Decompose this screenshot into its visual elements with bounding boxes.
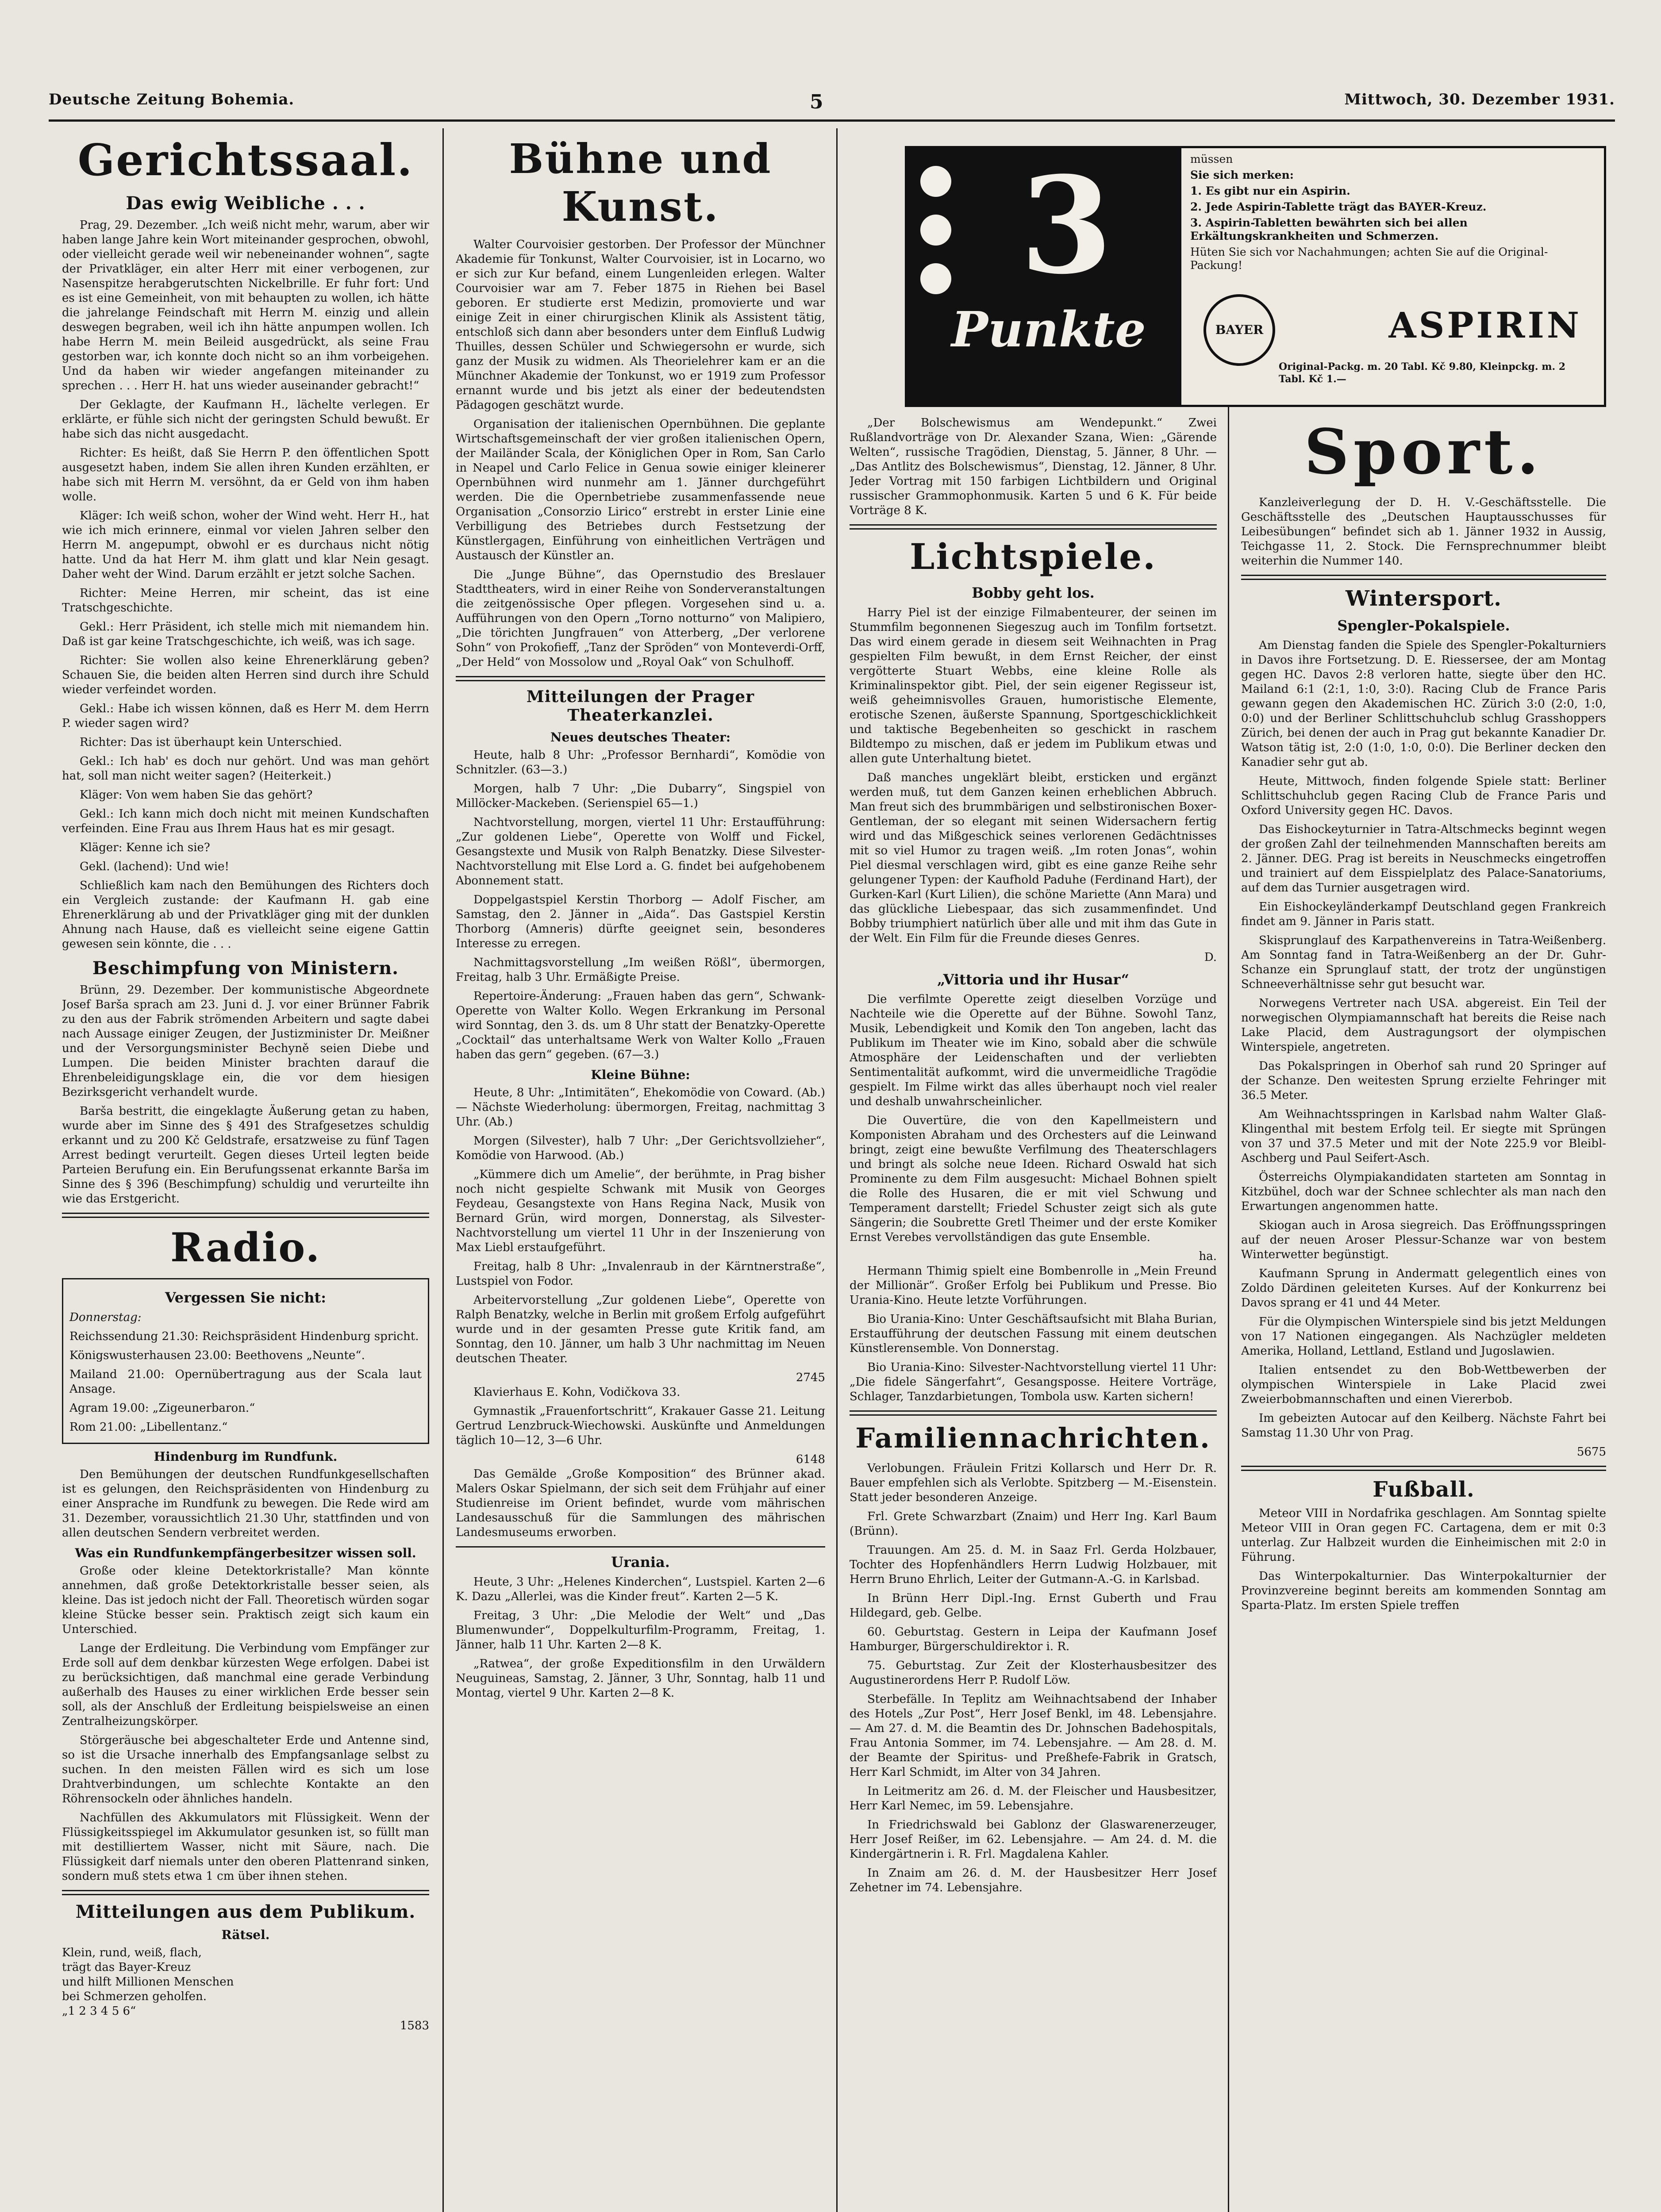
section-divider [62, 1890, 429, 1895]
radio-box [62, 1278, 429, 1444]
section-divider [456, 1546, 825, 1548]
paragraph: Heute, Mittwoch, finden folgende Spiele statt: Berliner Schlittschuhclub gegen Racing Club de France Paris und Oxford University gegen HC. Davos. [1241, 775, 1606, 817]
section-divider [62, 1213, 429, 1218]
paragraph: Die „Junge Bühne“, das Opernstudio des Breslauer Stadttheaters, wird in einer Reihe von Sonderveranstaltungen die zeitgenössische Oper pflegen. Vorgesehen sind u. a. Aufführungen von den Opern „Torno notturno“ von Malipiero, „Die törichten Jungfrauen“ von Atterberg, „Der verlorene Sohn“ von Prokofieff, „Tanz der Spröden“ von Monteverdi-Orff, „Der Held“ von Mossolow und „Royal Oak“ von Schulhoff. [456, 568, 825, 669]
radio-item: Rom 21.00: „Libellentanz.“ [69, 1421, 228, 1434]
paragraph: Gekl.: Herr Präsident, ich stelle mich mit niemandem hin. Daß ist gar keine Tratschgeschichte, ich weiß, was ich sage. [62, 620, 429, 648]
radio-item: Königswusterhausen 23.00: Beethovens „Neunte“. [69, 1349, 365, 1362]
paragraph: Doppelgastspiel Kerstin Thorborg — Adolf Fischer, am Samstag, den 2. Jänner in „Aida“. Das Gastspiel Kerstin Thorborg (Amneris) dürfte geeignet sein, besonderes Interesse zu erregen. [456, 893, 825, 950]
paragraph: Barša bestritt, die eingeklagte Äußerung getan zu haben, wurde aber im Sinne des § 491 des Strafgesetzes schuldig erkannt und zu 200 Kč Geldstrafe, ersatzweise zu fünf Tagen Arrest bedingt verurteilt. Gegen dieses Urteil legten beide Parteien Berufung ein. Ein Berufungssenat erkannte Barša im Sinne des § 396 (Beschimpfung) schuldig und verurteilte ihn wie das Erstgericht. [62, 1105, 429, 1206]
paragraph: Hermann Thimig spielt eine Bombenrolle in „Mein Freund der Millionär“. Großer Erfolg bei Publikum und Presse. Bio Urania-Kino. Heute letzte Vorführungen. [850, 1264, 1217, 1307]
theater-name: Neues deutsches Theater: [550, 730, 731, 745]
paragraph: Meteor VIII in Nordafrika geschlagen. Am Sonntag spielte Meteor VIII in Oran gegen FC. Cartagena, dem er mit 0:3 unterlag. Zur Halbzeit wurden die Einheimischen mit 2:0 in Führung. [1241, 1507, 1606, 1564]
header-rule [49, 119, 1615, 122]
paragraph: Heute, halb 8 Uhr: „Professor Bernhardi“, Komödie von Schnitzler. (63—3.) [456, 749, 825, 776]
paragraph: Störgeräusche bei abgeschalteter Erde und Antenne sind, so ist die Ursache innerhalb des Empfangsanlage selbst zu suchen. In den meisten Fällen wird es sich um lose Drahtverbindungen, um schlechte Kontakte an den Röhrensockeln oder ähnliches handeln. [62, 1734, 429, 1805]
section-title-theaterkanzlei: Mitteilungen der Prager Theaterkanzlei. [526, 687, 755, 725]
page-number: 5 [810, 91, 824, 113]
paragraph: Harry Piel ist der einzige Filmabenteurer, der seinen im Stummfilm begonnenen Siegeszug auch im Tonfilm fortsetzt. Das wird einem gerade in diesem seit Weihnachten in Prag gespielten Film bewußt, in dem Ernst Reicher, der einst vergötterte Stuart Webbs, eine kleine Rolle als Kriminalinspektor gibt. Piel, der sein eigener Regisseur ist, weiß geheimnisvolles Grauen, humoristische Elemente, erotische Szenen, äußerste Spannung, Sportgeschicklichkeit und taktische Begebenheiten so geschickt in raschem Bildtempo zu mischen, daß er jedem im Publikum etwas und allen gute Unterhaltung bietet. [850, 606, 1217, 765]
column-buehne [456, 131, 825, 2212]
paragraph: Der Geklagte, der Kaufmann H., lächelte verlegen. Er erklärte, er fühle sich nicht der geringsten Schuld bewußt. Er habe sich das nicht ausgedacht. [62, 398, 429, 441]
section-title-sport: Sport. [1304, 416, 1543, 488]
paragraph: Nachtvorstellung, morgen, viertel 11 Uhr: Erstaufführung: „Zur goldenen Liebe“, Operette von Wolff und Fickel, Gesangstexte und Musik von Ralph Benatzky. Diese Silvester-Nachtvorstellung mit Else Lord a. G. findet bei aufgehobenem Abonnement statt. [456, 816, 825, 887]
column-lichtspiele [850, 416, 1217, 2212]
story-title: Das ewig Weibliche . . . [126, 193, 365, 214]
story-title: Was ein Rundfunkempfängerbesitzer wissen soll. [75, 1546, 416, 1560]
paragraph: Nachfüllen des Akkumulators mit Flüssigkeit. Wenn der Flüssigkeitsspiegel im Akkumulator gesunken ist, so füllt man mit destilliertem Wasser, nicht mit Säure, nach. Die Flüssigkeit darf niemals unter den oberen Plattenrand sinken, sondern muß stets etwa 1 cm über ihnen stehen. [62, 1811, 429, 1883]
section-title-gerichtssaal: Gerichtssaal. [77, 135, 414, 186]
paragraph: Kaufmann Sprung in Andermatt gelegentlich eines von Zoldo Därdinen geleiteten Kurses. Auf der Konkurrenz bei Davos sprang er 41 und 44 Meter. [1241, 1267, 1606, 1310]
paragraph: „Kümmere dich um Amelie“, der berühmte, in Prag bisher noch nicht gespielte Schwank mit Musik von Georges Feydeau, Gesangstexte von Hans Regina Nack, Musik von Bernard Grün, wird morgen, Donnerstag, als Silvester-Nachtvorstellung um viertel 11 Uhr in der Inszenierung von Max Liebl erstaufgeführt. [456, 1168, 825, 1254]
ad-point: 3. Aspirin-Tabletten bewährten sich bei allen Erkältungskrankheiten und Schmerzen. [1190, 216, 1468, 242]
author-sign: ha. [1199, 1250, 1217, 1263]
paragraph: Gekl. (lachend): Und wie! [80, 860, 229, 873]
paragraph: Richter: Sie wollen also keine Ehrenerklärung geben? Schauen Sie, die beiden alten Herren sind durch ihre Schuld wieder verfeindet worden. [62, 654, 429, 696]
paragraph: Morgen (Silvester), halb 7 Uhr: „Der Gerichtsvollzieher“, Komödie von Harwood. (Ab.) [456, 1134, 825, 1162]
paragraph: Brünn, 29. Dezember. Der kommunistische Abgeordnete Josef Barša sprach am 23. Juni d. J. vor einer Brünner Fabrik zu den aus der Fabrik strömenden Arbeitern und sagte dabei nach Aussage einiger Zeugen, der Justizminister Dr. Meißner und der Versorgungsminister Bechyně seien Diebe und Lumpen. Die beiden Minister brachten darauf die Ehrenbeleidigungsklage ein, die vor dem hiesigen Bezirksgericht verhandelt wurde. [62, 983, 429, 1099]
ad-number: 6148 [796, 1453, 825, 1466]
section-title-publikum: Mitteilungen aus dem Publikum. [75, 1901, 416, 1922]
paragraph: Das Eishockeyturnier in Tatra-Altschmecks beginnt wegen der großen Zahl der teilnehmenden Mannschaften bereits am 2. Jänner. DEG. Prag ist bereits in Neuschmecks eingetroffen und trainiert auf dem Eisspielplatz des Palace-Sanatoriums, auf dem das Turnier ausgetragen wird. [1241, 823, 1606, 895]
radio-item: Agram 19.00: „Zigeunerbaron.“ [69, 1402, 255, 1415]
paragraph: Nachmittagsvorstellung „Im weißen Rößl“, übermorgen, Freitag, halb 3 Uhr. Ermäßigte Preise. [456, 956, 825, 984]
paragraph: Das Gemälde „Große Komposition“ des Brünner akad. Malers Oskar Spielmann, der sich seit dem Frühjahr auf einer Studienreise im Orient befindet, wurde vom mährischen Landesausschuß für die Sammlungen des mährischen Landesmuseums erworben. [456, 1467, 825, 1539]
paragraph: Die Ouvertüre, die von den Kapellmeistern und Komponisten Abraham und des Orchesters auf die Leinwand bringt, zeigt eine bewußte Verfilmung des Theaterschlagers und bringt als solche neue Ideen. Richard Oswald hat sich Prominente zu dem Film ausgesucht: Michael Bohnen spielt die Rolle des Husaren, die er mit viel Schwung und Temperament darstellt; Friedel Schuster zeigt sich als gute Sängerin; die Soubrette Gretl Theimer und der erste Komiker Ernst Verebes vervollständigen das gute Ensemble. [850, 1114, 1217, 1244]
dot-icon [920, 215, 951, 246]
section-title-lichtspiele: Lichtspiele. [910, 536, 1157, 577]
paragraph: Heute, 3 Uhr: „Helenes Kinderchen“, Lustspiel. Karten 2—6 K. Dazu „Allerlei, was die Kinder freut“. Karten 2—5 K. [456, 1575, 825, 1603]
paragraph: Norwegens Vertreter nach USA. abgereist. Ein Teil der norwegischen Olympiamannschaft hat bereits die Reise nach Lake Placid, dem Austragungsort der olympischen Winterspiele, angetreten. [1241, 997, 1606, 1054]
paragraph: Gymnastik „Frauenfortschritt“, Krakauer Gasse 21. Leitung Gertrud Lenzbruck-Wiechowski. Auskünfte und Anmeldungen täglich 10—12, 3—6 Uhr. [456, 1405, 825, 1447]
paragraph: In Friedrichswald bei Gablonz der Glaswarenerzeuger, Herr Josef Reißer, im 62. Lebensjahre. — Am 24. d. M. die Kindergärtnerin i. R. Frl. Magdalena Kahler. [850, 1818, 1217, 1861]
paragraph: Skisprunglauf des Karpathenvereins in Tatra-Weißenberg. Am Sonntag fand in Tatra-Weißenberg an der Dr. Guhr-Schanze ein Sprunglauf statt, der trotz der ungünstigen Schneeverhältnisse sehr gut besucht war. [1241, 934, 1606, 991]
ad-number-3: 3 [1020, 147, 1113, 303]
paragraph: Skiogan auch in Arosa siegreich. Das Eröffnungsspringen auf der neuen Aroser Plessur-Schanze war von bestem Winterwetter begünstigt. [1241, 1219, 1606, 1261]
paragraph: Gekl.: Ich hab' es doch nur gehört. Und was man gehört hat, soll man nicht weiter sagen? (Heiterkeit.) [62, 755, 429, 783]
puzzle-line: bei Schmerzen geholfen. [62, 1990, 207, 2003]
bayer-cross-logo: BAYER [1203, 294, 1275, 366]
paragraph: Kanzleiverlegung der D. H. V.-Geschäftsstelle. Die Geschäftsstelle des „Deutschen Hauptausschusses für Leibesübungen“ befindet sich ab 1. Jänner 1932 in Aussig, Teichgasse 11, 2. Stock. Die Fernsprechnummer bleibt weiterhin die Nummer 140. [1241, 496, 1606, 568]
dot-icon [920, 166, 951, 197]
paragraph: Klavierhaus E. Kohn, Vodičkova 33. [473, 1386, 681, 1399]
story-title: Spengler-Pokalspiele. [1337, 617, 1510, 634]
section-title-wintersport: Wintersport. [1346, 586, 1502, 611]
section-divider [1241, 575, 1606, 580]
section-divider [850, 1410, 1217, 1416]
ad-number: 2745 [796, 1371, 825, 1384]
paragraph: 75. Geburtstag. Zur Zeit der Klosterhausbesitzer des Augustinerordens Herr P. Rudolf Löw. [850, 1659, 1217, 1687]
puzzle-line: Klein, rund, weiß, flach, [62, 1946, 202, 1959]
paragraph: Frl. Grete Schwarzbart (Znaim) und Herr Ing. Karl Baum (Brünn). [850, 1510, 1217, 1538]
ad-number: 1583 [400, 2019, 429, 2032]
ad-point: 1. Es gibt nur ein Aspirin. [1190, 184, 1350, 197]
ad-lead: müssen [1190, 153, 1233, 165]
section-title-radio: Radio. [170, 1224, 321, 1271]
paragraph: Am Weihnachtsspringen in Karlsbad nahm Walter Glaß-Klingenthal mit bestem Erfolg teil. Er siegte mit Sprüngen von 37 und 37.5 Meter und mit der Note 225.9 vor Bleibl-Aschberg und Paul Seifert-Asch. [1241, 1108, 1606, 1165]
paragraph: Das Winterpokalturnier. Das Winterpokalturnier der Provinzvereine beginnt bereits am kommenden Sonntag am Sparta-Platz. Im ersten Spiele treffen [1241, 1570, 1606, 1612]
paragraph: Ein Eishockeyländerkampf Deutschland gegen Frankreich findet am 9. Jänner in Paris statt. [1241, 900, 1606, 928]
radio-box-title: Vergessen Sie nicht: [165, 1289, 327, 1306]
paragraph: Schließlich kam nach den Bemühungen des Richters doch ein Vergleich zustande: der Kaufmann H. gab eine Ehrenerklärung ab und der Privatkläger ging mit der dunklen Ahnung nach Hause, daß es vielleicht seine eigene Gattin gewesen sein könnte, die . . . [62, 879, 429, 951]
paragraph: Prag, 29. Dezember. „Ich weiß nicht mehr, warum, aber wir haben lange Jahre kein Wort miteinander gesprochen, obwohl, oder vielleicht gerade weil wir nebeneinander wohnen“, sagte der Privatkläger, ein alter Herr mit einer verbogenen, zur Nasenspitze herabgerutschten Nickelbrille. Er fuhr fort: Und es ist eine Gemeinheit, von mit behaupten zu wollen, ich hätte die jahrelange Feindschaft mit Herrn M. einzig und allein deswegen begraben, weil ich ihn hätte anpumpen wollen. Ich habe Herrn M. mein Beileid ausgedrückt, als seine Frau gestorben war, ich konnte doch nicht so an ihm vorbeigehen. Und da haben wir wieder angefangen miteinander zu sprechen . . . Herr H. hat uns wieder auseinander gebracht!“ [62, 219, 429, 392]
paragraph: Verlobungen. Fräulein Fritzi Kollarsch und Herr Dr. R. Bauer empfehlen sich als Verlobte. Spitzberg — M.-Eisenstein. Statt jeder besonderen Anzeige. [850, 1462, 1217, 1504]
story-title: Beschimpfung von Ministern. [92, 958, 399, 979]
section-divider [850, 524, 1217, 530]
section-title-urania: Urania. [611, 1554, 670, 1571]
ad-word-punkte: Punkte [951, 301, 1146, 358]
paragraph: Kläger: Von wem haben Sie das gehört? [80, 788, 313, 802]
paragraph: In Brünn Herr Dipl.-Ing. Ernst Guberth und Frau Hildegard, geb. Gelbe. [850, 1592, 1217, 1620]
paragraph: Im gebeizten Autocar auf den Keilberg. Nächste Fahrt bei Samstag 11.30 Uhr von Prag. [1241, 1412, 1606, 1440]
section-title-fussball: Fußball. [1373, 1477, 1475, 1502]
column-divider [442, 128, 444, 2212]
paragraph: Organisation der italienischen Opernbühnen. Die geplante Wirtschaftsgemeinschaft der vier großen italienischen Opern, der Mailänder Scala, der Königlichen Oper in Rom, San Carlo in Neapel und Carlo Felice in Genua sowie einiger kleinerer Opernbühnen wird nunmehr am 1. Jänner durchgeführt werden. Die die Opernbetriebe zusammenfassende neue Organisation „Consorzio Lirico“ erstrebt in erster Linie eine Verbilligung des Betriebes durch Festsetzung der Künstlergagen, Einführung von einheitlichen Verträgen und Austausch der Künstler an. [456, 418, 825, 562]
paragraph: Heute, 8 Uhr: „Intimitäten“, Ehekomödie von Coward. (Ab.) — Nächste Wiederholung: übermorgen, Freitag, nachmittag 3 Uhr. (Ab.) [456, 1086, 825, 1129]
radio-item: Reichssendung 21.30: Reichspräsident Hindenburg spricht. [69, 1330, 419, 1343]
ad-brand: ASPIRIN [1388, 304, 1582, 346]
paragraph: 60. Geburtstag. Gestern in Leipa der Kaufmann Josef Hamburger, Bürgerschuldirektor i. R. [850, 1625, 1217, 1653]
issue-date: Mittwoch, 30. Dezember 1931. [1344, 91, 1615, 108]
paragraph: Richter: Das ist überhaupt kein Unterschied. [80, 736, 342, 749]
radio-item: Mailand 21.00: Opernübertragung aus der Scala laut Ansage. [69, 1368, 422, 1396]
paragraph: Walter Courvoisier gestorben. Der Professor der Münchner Akademie für Tonkunst, Walter Courvoisier, ist in Locarno, wo er sich zur Kur befand, einem Lungenleiden erlegen. Walter Courvoisier war am 7. Feber 1875 in Riehen bei Basel geboren. Er studierte erst Medizin, promovierte und war einige Zeit in einer chirurgischen Klinik als Assistent tätig, entschloß sich dann aber besonders unter dem Einfluß Ludwig Thuilles, dessen Schüler und Schwiegersohn er wurde, sich ganz der Musik zu widmen. Als Theorielehrer kam er an die Münchner Akademie der Tonkunst, wo er 1919 zum Professor ernannt wurde und bis jetzt als einer der bedeutendsten Pädagogen geschätzt wurde. [456, 238, 825, 412]
paragraph: Richter: Meine Herren, mir scheint, das ist eine Tratschgeschichte. [62, 587, 429, 614]
paragraph: Kläger: Ich weiß schon, woher der Wind weht. Herr H., hat wie ich mich erinnere, einmal vor vielen Jahren selber den Herrn M. angepumpt, obwohl er es durchaus nicht nötig hatte. Und da hat Herr M. ihm glatt und klar Nein gesagt. Daher weht der Wind. Darum erzählt er jetzt solche Sachen. [62, 509, 429, 581]
newspaper-name: Deutsche Zeitung Bohemia. [49, 91, 295, 108]
theater-name: Kleine Bühne: [591, 1068, 690, 1082]
paragraph: Lange der Erdleitung. Die Verbindung vom Empfänger zur Erde soll auf dem denkbar kürzesten Wege erfolgen. Dabei ist zu berücksichtigen, daß manchmal eine gerade Verbindung außerhalb des Hauses zu einer wirklichen Erde besser sein soll, als der Anschluß der Erdleitung beispielsweise an einen Zentralheizungskörper. [62, 1642, 429, 1728]
ad-point: 2. Jede Aspirin-Tablette trägt das BAYER-Kreuz. [1190, 200, 1487, 213]
paragraph: Gekl.: Ich kann mich doch nicht mit meinen Kundschaften verfeinden. Eine Frau aus Ihrem Haus hat es mir gesagt. [62, 807, 429, 835]
paragraph: Kläger: Kenne ich sie? [80, 841, 210, 854]
story-title: „Vittoria und ihr Husar“ [937, 971, 1130, 988]
paragraph: Trauungen. Am 25. d. M. in Saaz Frl. Gerda Holzbauer, Tochter des Hopfenhändlers Herrn Ludwig Holzbauer, mit Herrn Bruno Ehrlich, Leiter der Gutmann-A.-G. in Karlsbad. [850, 1544, 1217, 1586]
paragraph: Richter: Es heißt, daß Sie Herrn P. den öffentlichen Spott ausgesetzt haben, indem Sie allen ihren Kunden erzählten, er habe sich mit Herrn M. versöhnt, da er Geld von ihm haben wolle. [62, 446, 429, 503]
paragraph: Den Bemühungen der deutschen Rundfunkgesellschaften ist es gelungen, den Reichspräsidenten von Hindenburg zu einer Ansprache im Rundfunk zu bewegen. Die Rede wird am 31. Dezember, voraussichtlich 21.30 Uhr, stattfinden und von allen deutschen Sendern verbreitet werden. [62, 1468, 429, 1540]
paragraph: In Znaim am 26. d. M. der Hausbesitzer Herr Josef Zehetner im 74. Lebensjahre. [850, 1866, 1217, 1894]
paragraph: „Ratwea“, der große Expeditionsfilm in den Urwäldern Neuguineas, Samstag, 2. Jänner, 3 Uhr, Sonntag, halb 11 und Montag, viertel 9 Uhr. Karten 2—8 K. [456, 1657, 825, 1700]
paragraph: Gekl.: Habe ich wissen können, daß es Herr M. dem Herrn P. wieder sagen wird? [62, 702, 429, 730]
paragraph: Morgen, halb 7 Uhr: „Die Dubarry“, Singspiel von Millöcker-Mackeben. (Serienspiel 65—1.) [456, 782, 825, 810]
ad-number: 5675 [1576, 1445, 1606, 1459]
ad-warning: Hüten Sie sich vor Nachahmungen; achten Sie auf die Original-Packung! [1190, 246, 1548, 272]
paragraph: Repertoire-Änderung: „Frauen haben das gern“, Schwank-Operette von Walter Kollo. Wegen Erkrankung im Personal wird Sonntag, den 3. ds. um 8 Uhr statt der Benatzky-Operette „Cocktail“ das unterhaltsame Werk von Walter Kollo „Frauen haben das gern“ gegeben. (67—3.) [456, 990, 825, 1061]
section-divider [1241, 1466, 1606, 1471]
paragraph: Bio Urania-Kino: Silvester-Nachtvorstellung viertel 11 Uhr: „Die fidele Sängerfahrt“, Gesangsposse. Heitere Vorträge, Schlager, Tanzdarbietungen, Tombola usw. Karten sichern! [850, 1361, 1217, 1403]
column-divider [836, 128, 838, 2212]
author-sign: D. [1204, 951, 1217, 964]
section-divider [456, 676, 825, 681]
puzzle-code: „1 2 3 4 5 6“ [62, 2005, 136, 2018]
paragraph: Am Dienstag fanden die Spiele des Spengler-Pokalturniers in Davos ihre Fortsetzung. D. E. Riessersee, der am Montag gegen HC. Davos 2:8 verloren hatte, siegte über den HC. Mailand 6:1 (2:1, 1:0, 3:0). Racing Club de France Paris gewann gegen den Akademischen HC. Zürich 3:0 (2:0, 1:0, 0:0) und der Berliner Schlittschuhclub schlug Grasshoppers Zürich, bei denen der auch in Prag gut bekannte Kanadier Dr. Watson tätig ist, 2:0 (1:0, 1:0, 0:0). Die Berliner decken den Kanadier sehr gut ab. [1241, 639, 1606, 769]
paragraph: Bio Urania-Kino: Unter Geschäftsaufsicht mit Blaha Burian, Erstaufführung der deutschen Fassung mit einem deutschen Künstlerensemble. Von Donnerstag. [850, 1313, 1217, 1355]
paragraph: Daß manches ungeklärt bleibt, ersticken und ergänzt werden muß, tut dem Ganzen keinen erheblichen Abbruch. Man freut sich des brummbärigen und selbstironischen Boxer-Gentleman, der so elegant mit seinen Widersachern fertig wird und das Mißgeschick seines verlorenen Gedächtnisses mit so viel Humor zu tragen weiß. „Im roten Jonas“, wohin Piel diesmal verschlagen wird, gibt es eine ganze Reihe sehr gelungener Typen: der Kaufhold Paduhe (Ferdinand Hart), der Gurken-Karl (Kurt Lilien), die schöne Mariette (Ann Mara) und das glückliche Liebespaar, das sich zusammenfindet. Und Bobby triumphiert natürlich über alle und mit ihm das Gute in der Welt. Ein Film für die Freunde dieses Genres. [850, 771, 1217, 945]
paragraph: Italien entsendet zu den Bob-Wettbewerben der olympischen Winterspiele in Lake Placid zwei Zweierbobmannschaften und einen Viererbob. [1241, 1363, 1606, 1406]
puzzle-title: Rätsel. [221, 1928, 270, 1942]
paragraph: Das Pokalspringen in Oberhof sah rund 20 Springer auf der Schanze. Den weitesten Sprung erzielte Fehringer mit 36.5 Meter. [1241, 1060, 1606, 1102]
paragraph: „Der Bolschewismus am Wendepunkt.“ Zwei Rußlandvorträge von Dr. Alexander Szana, Wien: „Gärende Welten“, russische Tragödien, Dienstag, 5. Jänner, 8 Uhr. — „Das Antlitz des Bolschewismus“, Dienstag, 12. Jänner, 8 Uhr. Jeder Vortrag mit 150 farbigen Lichtbildern und Original russischer Grammophonmusik. Karten 5 und 6 K. Für beide Vorträge 8 K. [850, 416, 1217, 517]
column-sport [1241, 416, 1606, 2212]
story-title: Hindenburg im Rundfunk. [154, 1449, 338, 1464]
column-divider [1228, 407, 1229, 2212]
ad-package-info: Original-Packg. m. 20 Tabl. Kč 9.80, Kleinpckg. m. 2 Tabl. Kč 1.— [1279, 361, 1566, 385]
paragraph: Freitag, halb 8 Uhr: „Invalenraub in der Kärntnerstraße“, Lustspiel von Fodor. [456, 1260, 825, 1288]
dot-icon [920, 263, 951, 294]
paragraph: Große oder kleine Detektorkristalle? Man könnte annehmen, daß große Detektorkristalle besser seien, als kleine. Das ist jedoch nicht der Fall. Theoretisch würden sogar kleine Stücke besser sein. Praktisch zeigt sich kaum ein Unterschied. [62, 1564, 429, 1636]
puzzle-line: trägt das Bayer-Kreuz [62, 1961, 191, 1974]
paragraph: Arbeitervorstellung „Zur goldenen Liebe“, Operette von Ralph Benatzky, welche in Berlin mit großem Erfolg aufgeführt wurde und in der gesamten Presse gute Kritik fand, am Sonntag, den 10. Jänner, um halb 3 Uhr nachmittag im Neuen deutschen Theater. [456, 1294, 825, 1365]
section-title-buehne: Bühne und Kunst. [509, 135, 772, 230]
puzzle-line: und hilft Millionen Menschen [62, 1975, 234, 1989]
ad-intro: Sie sich merken: [1190, 169, 1294, 181]
ad-dark-panel [907, 148, 1181, 405]
paragraph: Die verfilmte Operette zeigt dieselben Vorzüge und Nachteile wie die Operette auf der Bühne. Sowohl Tanz, Musik, Lebendigkeit und Komik den Ton angeben, lacht das Publikum im Theater wie im Kino, sobald aber die schwüle Atmosphäre der Leidenschaften und der verliebten Sentimentalität aufkommt, wird die unvermeidliche Tragödie gespielt. Im Filme wirkt das alles überhaupt noch viel realer und deshalb unwahrscheinlicher. [850, 993, 1217, 1108]
ad-text-panel [1190, 153, 1595, 400]
section-title-familie: Familiennachrichten. [855, 1422, 1211, 1454]
story-title: Bobby geht los. [972, 584, 1095, 601]
aspirin-advertisement [905, 146, 1606, 407]
paragraph: In Leitmeritz am 26. d. M. der Fleischer und Hausbesitzer, Herr Karl Nemec, im 59. Lebensjahre. [850, 1785, 1217, 1813]
paragraph: Für die Olympischen Winterspiele sind bis jetzt Meldungen von 17 Nationen eingegangen. Als Nachzügler meldeten Amerika, Holland, Lettland, Estland und Jugoslawien. [1241, 1315, 1606, 1358]
radio-day: Donnerstag: [69, 1311, 142, 1324]
column-gerichtssaal [62, 131, 429, 2212]
paragraph: Freitag, 3 Uhr: „Die Melodie der Welt“ und „Das Blumenwunder“, Doppelkulturfilm-Programm, Freitag, 1. Jänner, halb 11 Uhr. Karten 2—8 K. [456, 1609, 825, 1651]
page-header [49, 91, 1615, 117]
paragraph: Sterbefälle. In Teplitz am Weihnachtsabend der Inhaber des Hotels „Zur Post“, Herr Josef Benkl, im 48. Lebensjahre. — Am 27. d. M. die Beamtin des Dr. Johnschen Badehospitals, Frau Antonia Sommer, im 74. Lebensjahre. — Am 28. d. M. der Beamte der Spiritus- und Preßhefe-Fabrik in Gratsch, Herr Karl Schmidt, im Alter von 34 Jahren. [850, 1693, 1217, 1779]
paragraph: Österreichs Olympiakandidaten starteten am Sonntag in Kitzbühel, doch war der Schnee schlechter als man nach den Erwartungen angenommen hatte. [1241, 1171, 1606, 1213]
